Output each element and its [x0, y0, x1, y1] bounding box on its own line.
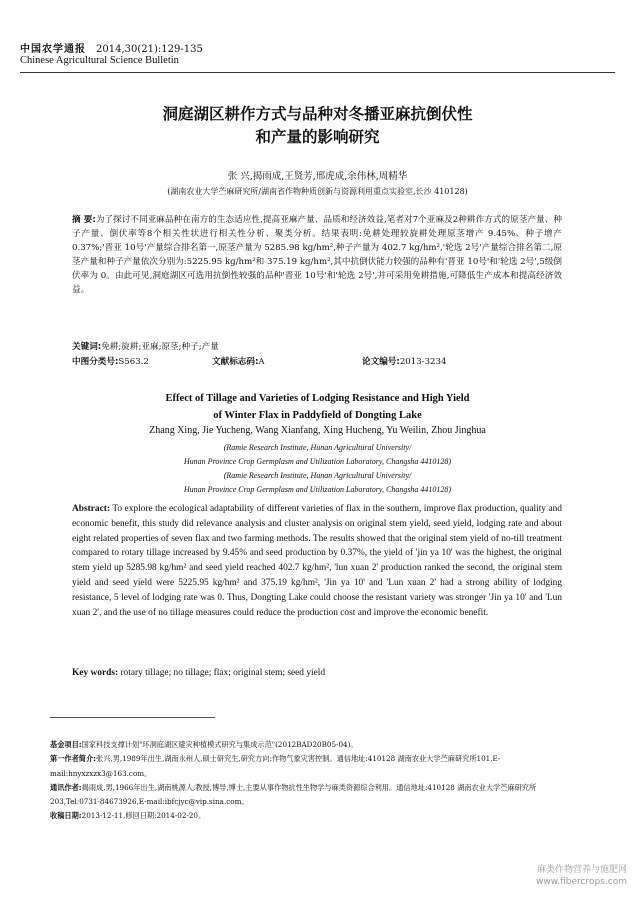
clc-value: S563.2: [118, 357, 149, 367]
watermark-cn: 麻类作物营养与施肥网: [536, 865, 627, 875]
affiliation-cn: (湖南农业大学苎麻研究所/湖南省作物种质创新与资源利用重点实验室,长沙 410128): [167, 187, 468, 196]
affiliation-en-line-1: (Ramie Research Institute, Hunan Agricultural University/: [223, 443, 412, 452]
title-cn: [20, 103, 615, 149]
authors-en: Zhang Xing, Jie Yucheng, Wang Xianfang, Xing Hucheng, Yu Weilin, Zhou Jinghua: [149, 425, 486, 436]
abstract-en: [72, 502, 562, 620]
keywords-cn-label: 关键词:: [72, 342, 102, 352]
keywords-cn: [72, 340, 562, 352]
journal-name-en: Chinese Agricultural Science Bulletin: [20, 55, 179, 66]
title-en: [20, 390, 615, 424]
footnote-dates: 收稿日期:2013-12-11,修回日期:2014-02-20。: [50, 811, 206, 821]
title-cn-line-1: 洞庭湖区耕作方式与品种对冬播亚麻抗倒伏性: [162, 105, 473, 123]
footnote-corresponding-author: 通讯作者:揭雨成,男,1966年出生,湖南桃源人,教授,博导,博士,主要从事作物抗性生物学与麻类资源综合利用。通信地址:410128 湖南农业大学苎麻研究所203,Tel:0731-84673926,E-mail:ibfcjyc@vip.sina.com。: [50, 782, 537, 807]
paper-no-label: 论文编号:: [362, 357, 400, 367]
classification-line: [72, 355, 562, 367]
keywords-en-label: Key words:: [72, 668, 119, 678]
footnote-divider: [50, 717, 215, 718]
doc-code-label: 文献标志码:: [212, 357, 259, 367]
footnote-funding: 基金项目:国家科技支撑计划"环洞庭湖区避灾种植模式研究与集成示范"(2012BAD20B05-04)。: [50, 740, 358, 749]
title-en-line-2: of Winter Flax in Paddyfield of Dongting Lake: [213, 410, 422, 421]
affiliation-en-line-4: Hunan Province Crop Germplasm and Utilization Laboratory, Changsha 4410128): [183, 485, 452, 494]
title-cn-line-2: 和产量的影响研究: [255, 128, 380, 146]
affiliation-en-line-3: (Ramie Research Institute, Hunan Agricultural University/: [223, 471, 412, 480]
abstract-en-label: Abstract:: [72, 504, 111, 514]
doc-code-value: A: [258, 357, 265, 367]
keywords-en-text: rotary tillage; no tillage; flax; original stem; seed yield: [120, 668, 326, 678]
watermark-url: www.fibercrops.com: [536, 877, 627, 887]
citation: 2014,30(21):129-135: [96, 44, 203, 55]
watermark: [536, 864, 627, 888]
journal-header-cn: [20, 40, 203, 55]
journal-name-cn: 中国农学通报: [20, 44, 86, 55]
abstract-cn-label: 摘 要:: [72, 215, 96, 225]
abstract-cn: [72, 213, 562, 297]
paper-no-value: 2013-3234: [399, 357, 447, 367]
affiliation-en-line-2: Hunan Province Crop Germplasm and Utilization Laboratory, Changsha 4410128): [183, 457, 452, 466]
abstract-en-text: To explore the ecological adaptability of different varieties of flax in the southern, improve flax production, quality and economic benefit, this study did relevance analysis and cluster analysis on original stem yield, seed yield, lodging rate and about eight related properties of seven flax and two farming methods. The results showed that the original stem yield of no-till treatment compared to rotary tillage increased by 9.45% and seed production by 0.37%, the yield of 'jin ya 10' was the highest, the original stem yield up 5285.98 kg/hm² and seed yield reached 402.7 kg/hm², 'lun xuan 2' production ranked the second, the original stem yield and seed yield were 5225.95 kg/hm² and 375.19 kg/hm², 'Jin ya 10' and 'Lun xuan 2' had a strong ability of lodging resistance, 5 level of lodging rate was 0. Thus, Dongting Lake could choose the resistant variety was stronger 'Jin ya 10' and 'Lun xuan 2', and the use of no tillage measures could reduce the production cost and improve the economic benefit.: [72, 504, 562, 618]
title-en-line-1: Effect of Tillage and Varieties of Lodging Resistance and High Yield: [165, 393, 470, 404]
footnotes: [50, 738, 562, 824]
abstract-cn-text: 为了探讨不同亚麻品种在南方的生态适应性,提高亚麻产量、品质和经济效益,笔者对7个亚麻及2种耕作方式的原茎产量、种子产量、倒伏率等8个相关性状进行相关性分析、聚类分析。结果表明:免耕处理较旋耕处理原茎增产 9.45%、种子增产 0.37%;'晋亚 10号'产量综合排名第一,原茎产量为 5285.98 kg/hm²,种子产量为 402.7 kg/hm²,'轮选 2号'产量综合排名第二,原茎产量和种子产量依次分别为:5225.95 kg/hm²和 375.19 kg/hm²,其中抗倒伏能力较强的品种有'晋亚 10号'和'轮选 2号',5级倒伏率为 0。由此可见,洞庭湖区可选用抗倒性较强的品种'晋亚 10号'和'轮选 2号',并可采用免耕措施,可降低生产成本和提高经济效益。: [72, 215, 562, 295]
clc-label: 中图分类号:: [72, 357, 119, 367]
authors-cn: 张 兴,揭雨成,王贤芳,邢虎成,余伟林,周精华: [227, 171, 408, 182]
keywords-cn-text: 免耕;旋耕;亚麻;原茎;种子;产量: [101, 342, 219, 352]
keywords-en: [72, 668, 562, 678]
header-divider: [20, 72, 615, 73]
footnote-first-author: 第一作者简介:张兴,男,1989年出生,湖南永州人,硕士研究生,研究方向:作物气象灾害控制。通信地址:410128 湖南农业大学苎麻研究所101,E-mail:hnyxzxzx3@163.com。: [50, 754, 501, 778]
